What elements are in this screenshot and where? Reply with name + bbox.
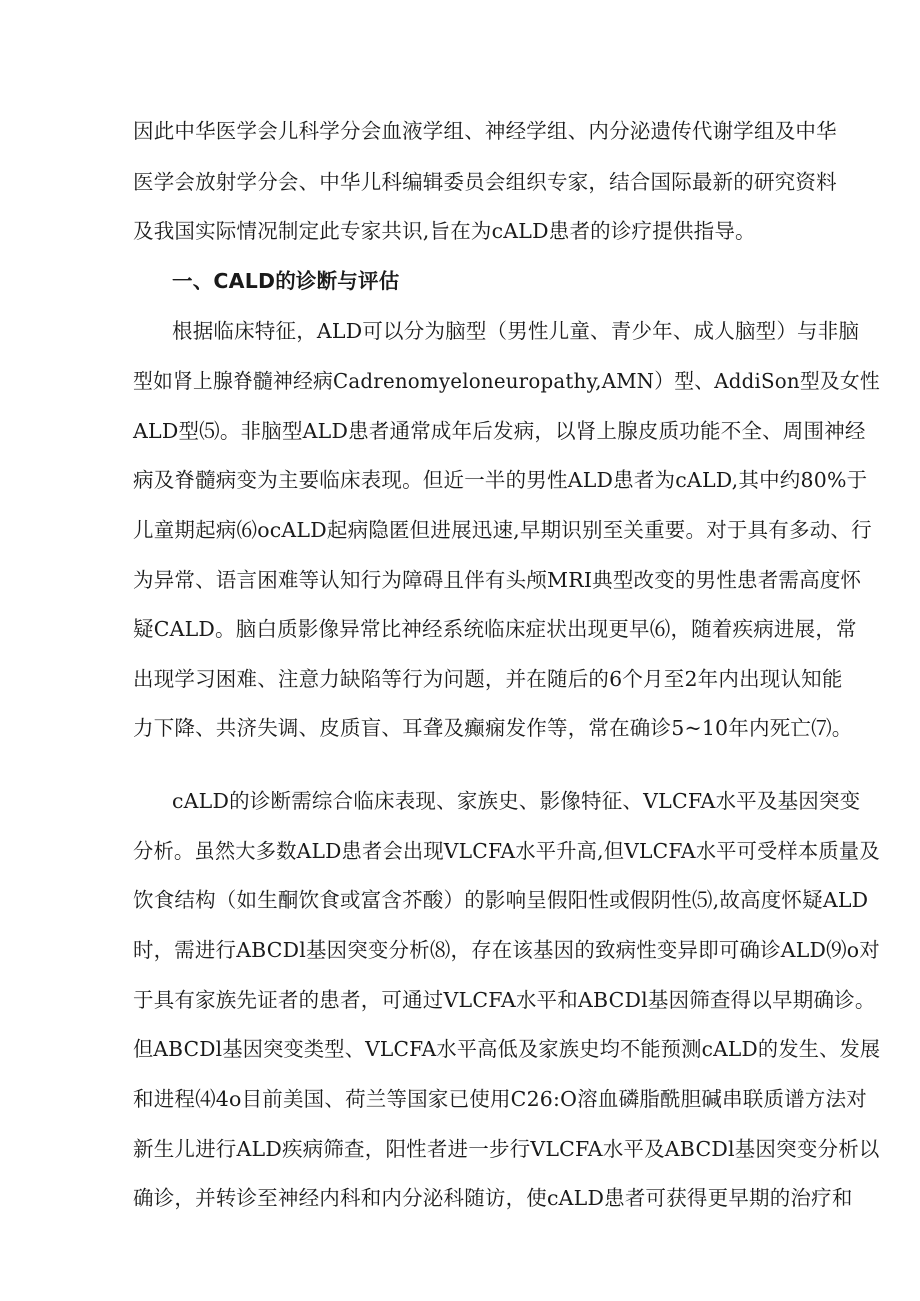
diagnosis-line-6: 但ABCDl基因突变类型、VLCFA水平高低及家族史均不能预测cALD的发生、发展 bbox=[133, 1037, 881, 1061]
diagnosis-line-7: 和进程⑷4o目前美国、荷兰等国家已使用C26:O溶血磷脂酰胆碱串联质谱方法对 bbox=[133, 1087, 867, 1111]
clinical-line-8: 出现学习困难、注意力缺陷等行为问题，并在随后的6个月至2年内出现认知能 bbox=[133, 667, 843, 691]
diagnosis-line-5: 于具有家族先证者的患者，可通过VLCFA水平和ABCDl基因筛查得以早期确诊。 bbox=[133, 988, 876, 1012]
diagnosis-line-2: 分析。虽然大多数ALD患者会出现VLCFA水平升高,但VLCFA水平可受样本质量及 bbox=[133, 839, 880, 863]
intro-line-2: 医学会放射学分会、中华儿科编辑委员会组织专家，结合国际最新的研究资料 bbox=[133, 170, 837, 194]
diagnosis-line-1: cALD的诊断需综合临床表现、家族史、影像特征、VLCFA水平及基因突变 bbox=[172, 789, 861, 813]
section-heading: 一、CALD的诊断与评估 bbox=[172, 269, 400, 293]
clinical-line-9: 力下降、共济失调、皮质盲、耳聋及癫痫发作等，常在确诊5~10年内死亡⑺。 bbox=[133, 716, 853, 740]
clinical-line-5: 儿童期起病⑹ocALD起病隐匿但进展迅速,早期识别至关重要。对于具有多动、行 bbox=[133, 518, 872, 542]
diagnosis-line-8: 新生儿进行ALD疾病筛查，阳性者进一步行VLCFA水平及ABCDl基因突变分析以 bbox=[133, 1137, 880, 1161]
clinical-line-3: ALD型⑸。非脑型ALD患者通常成年后发病，以肾上腺皮质功能不全、周围神经 bbox=[133, 419, 866, 443]
clinical-line-4: 病及脊髓病变为主要临床表现。但近一半的男性ALD患者为cALD,其中约80%于 bbox=[133, 468, 868, 492]
clinical-line-6: 为异常、语言困难等认知行为障碍且伴有头颅MRI典型改变的男性患者需高度怀 bbox=[133, 568, 862, 592]
diagnosis-line-4: 时，需进行ABCDl基因突变分析⑻，存在该基因的致病性变异即可确诊ALD⑼o对 bbox=[133, 938, 880, 962]
diagnosis-line-9: 确诊，并转诊至神经内科和内分泌科随访，使cALD患者可获得更早期的治疗和 bbox=[133, 1186, 853, 1210]
clinical-line-2: 型如肾上腺脊髓神经病Cadrenomyeloneuropathy,AMN）型、AddiSon型及女性 bbox=[133, 369, 880, 393]
intro-line-3: 及我国实际情况制定此专家共识,旨在为cALD患者的诊疗提供指导。 bbox=[133, 219, 756, 243]
clinical-line-7: 疑CALD。脑白质影像异常比神经系统临床症状出现更早⑹，随着疾病进展，常 bbox=[133, 617, 857, 641]
clinical-line-1: 根据临床特征，ALD可以分为脑型（男性儿童、青少年、成人脑型）与非脑 bbox=[172, 319, 860, 343]
intro-line-1: 因此中华医学会儿科学分会血液学组、神经学组、内分泌遗传代谢学组及中华 bbox=[133, 119, 837, 143]
diagnosis-line-3: 饮食结构（如生酮饮食或富含芥酸）的影响呈假阳性或假阴性⑸,故高度怀疑ALD bbox=[133, 888, 869, 912]
